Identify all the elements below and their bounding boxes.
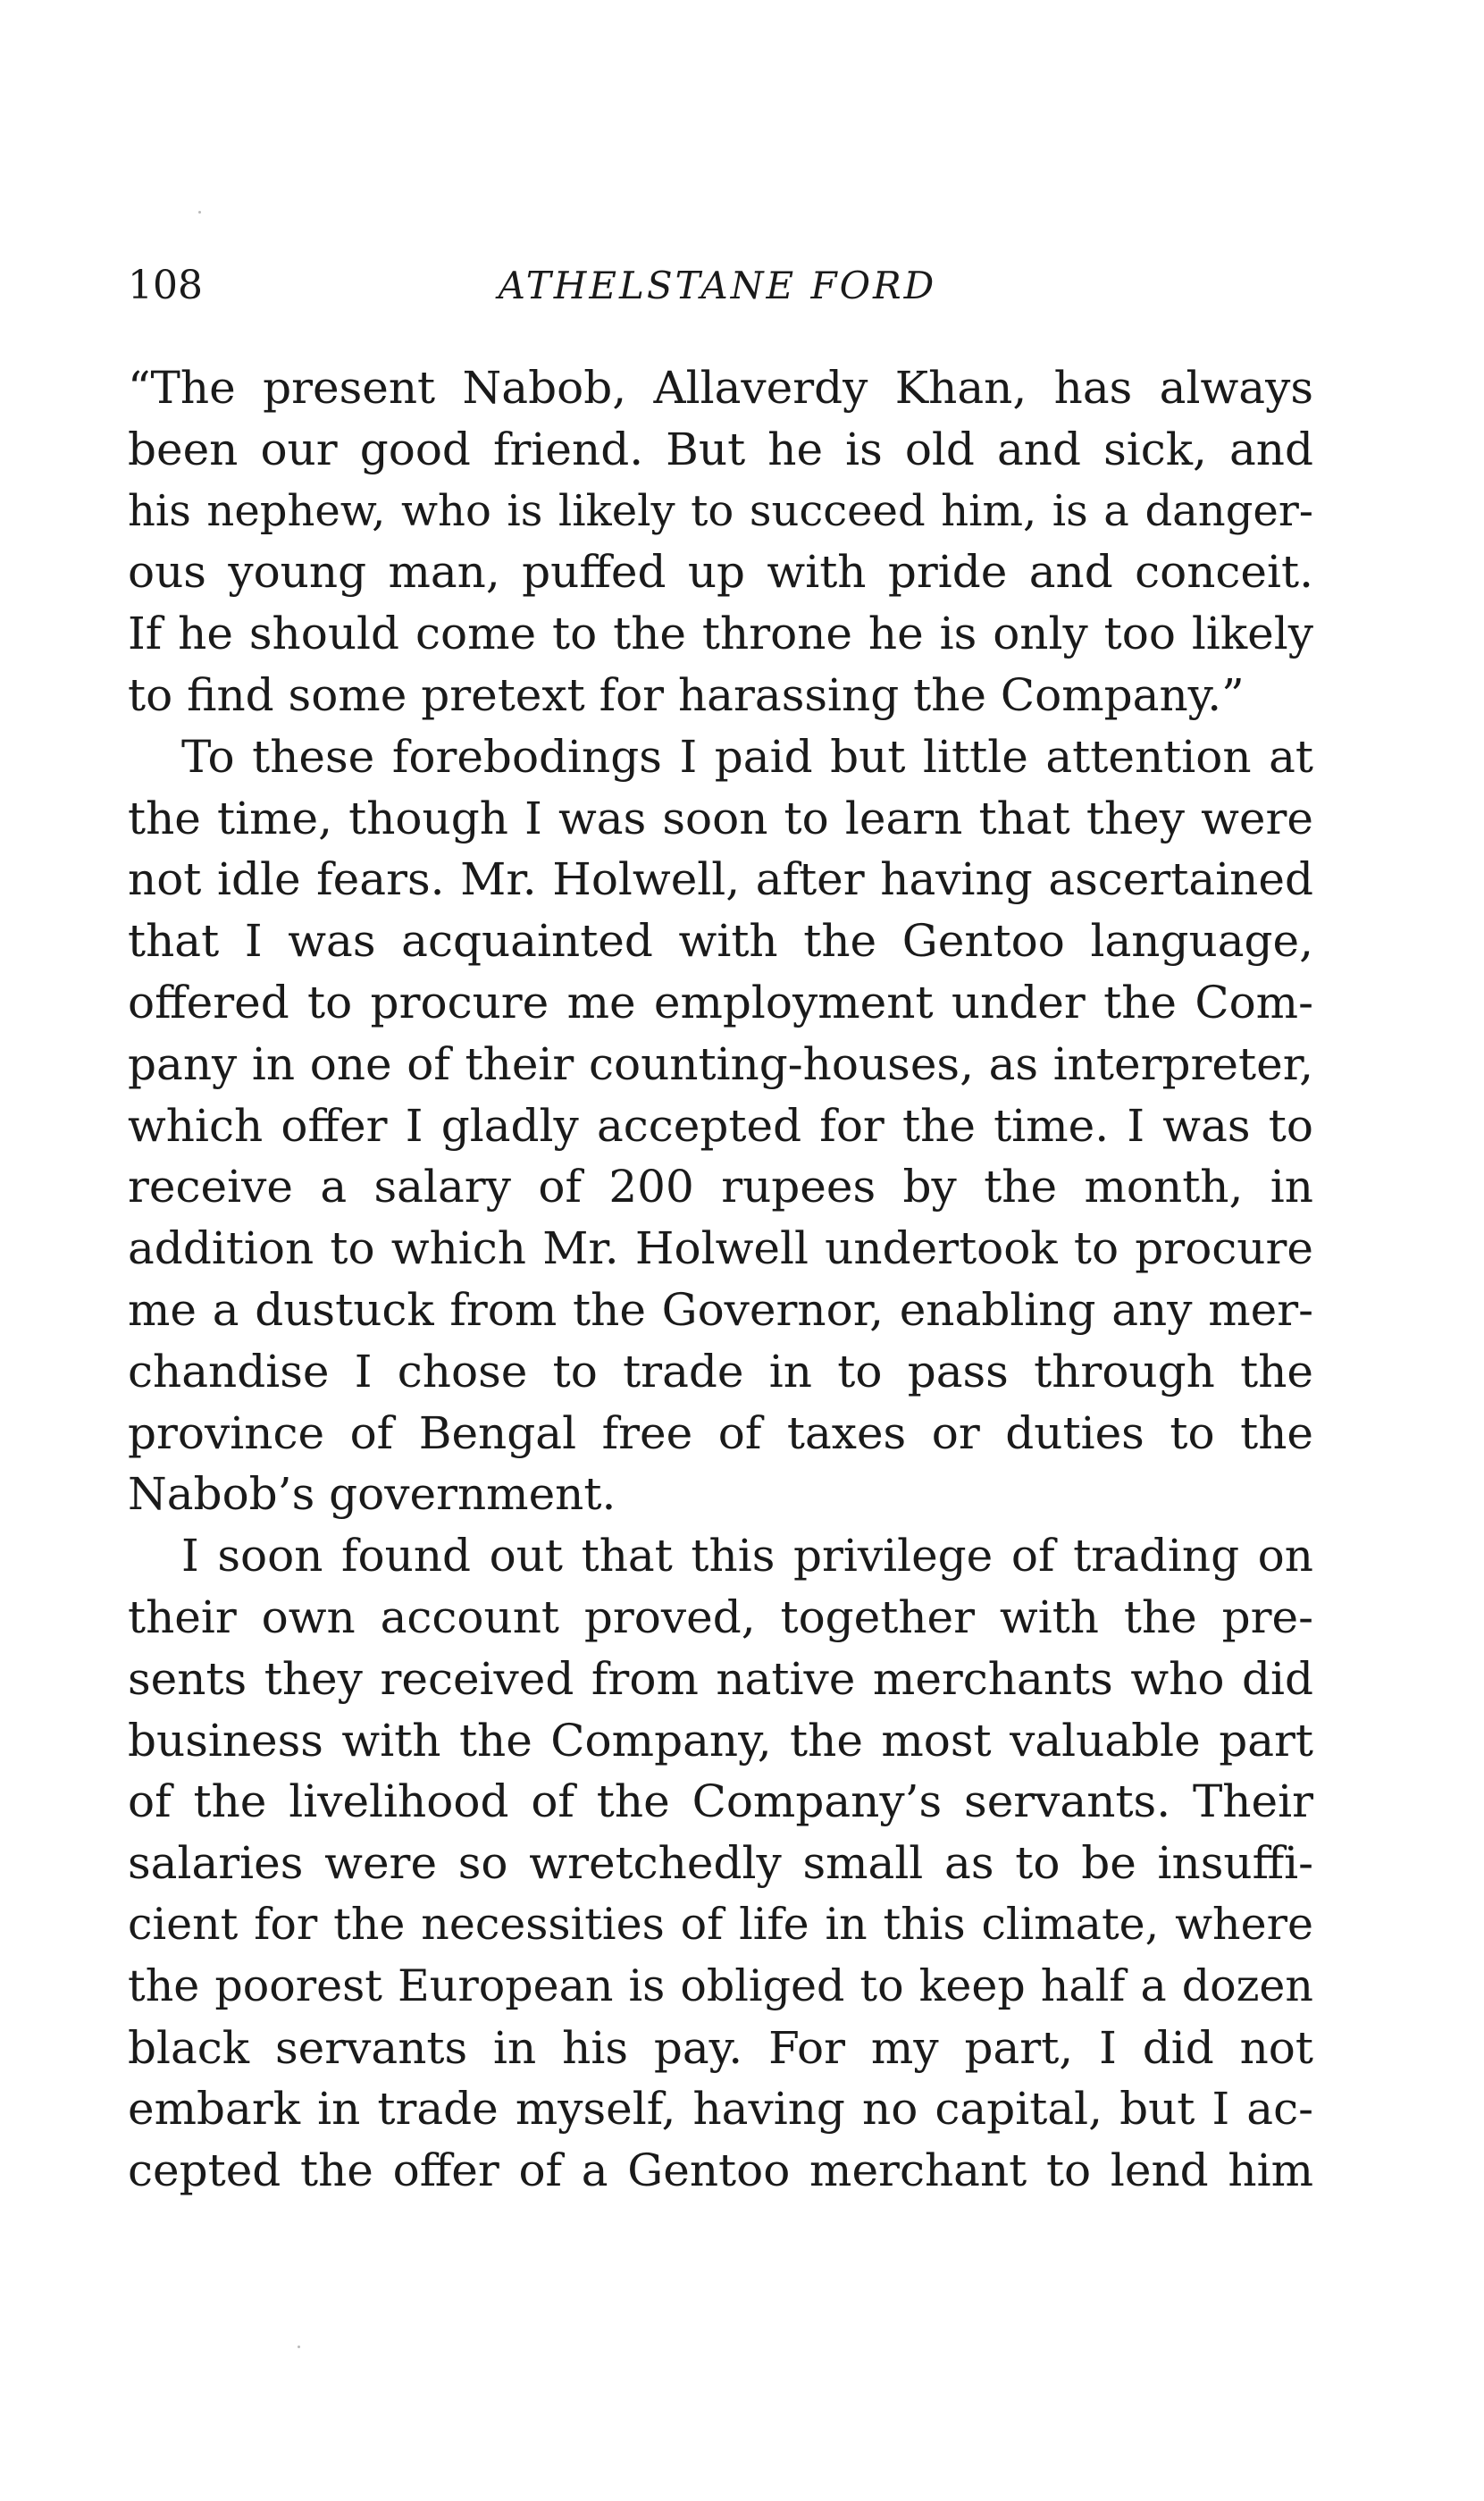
text-line: the time, though I was soon to learn that they were (128, 792, 1313, 844)
text-line: his nephew, who is likely to succeed him, is a danger- (128, 485, 1313, 536)
text-line: of the livelihood of the Company’s servants. Their (128, 1775, 1313, 1828)
scan-speck (198, 211, 201, 214)
scan-speck (298, 2346, 300, 2348)
text-line: To these forebodings I paid but little attention at (181, 730, 1313, 783)
text-line: pany in one of their counting-houses, as interpreter, (128, 1037, 1313, 1090)
text-line: that I was acquainted with the Gentoo language, (128, 915, 1313, 968)
text-line: province of Bengal free of taxes or duties to the (128, 1406, 1313, 1459)
text-line: been our good friend. But he is old and sick, and (128, 423, 1313, 475)
text-line: salaries were so wretchedly small as to be insuffi- (128, 1837, 1313, 1890)
text-line: which offer I gladly accepted for the time. I was to (128, 1099, 1313, 1152)
text-line: cient for the necessities of life in this climate, where (128, 1898, 1313, 1950)
text-line: ous young man, puffed up with pride and conceit. (128, 546, 1313, 599)
text-line: not idle fears. Mr. Holwell, after having ascertained (128, 853, 1313, 906)
page-number: 108 (128, 263, 203, 308)
text-line: receive a salary of 200 rupees by the month, in (128, 1161, 1313, 1213)
text-line: addition to which Mr. Holwell undertook to procure (128, 1222, 1313, 1275)
text-line: Nabob’s government. (128, 1468, 616, 1521)
running-head (128, 255, 1307, 317)
text-line: their own account proved, together with the pre- (128, 1590, 1313, 1643)
text-line: me a dustuck from the Governor, enabling any mer- (128, 1283, 1313, 1336)
text-line: offered to procure me employment under the Com- (128, 976, 1313, 1028)
text-line: the poorest European is obliged to keep half a dozen (128, 1960, 1313, 2011)
book-title: ATHELSTANE FORD (498, 264, 937, 307)
text-line: sents they received from native merchants who did (128, 1652, 1313, 1705)
text-line: business with the Company, the most valuable part (128, 1714, 1313, 1767)
text-line: black servants in his pay. For my part, I did not (128, 2021, 1313, 2074)
text-line: I soon found out that this privilege of trading on (181, 1530, 1313, 1582)
text-line: If he should come to the throne he is only too likely (128, 608, 1313, 660)
text-line: embark in trade myself, having no capital, but I ac- (128, 2083, 1313, 2136)
text-line: cepted the offer of a Gentoo merchant to lend him (128, 2144, 1313, 2197)
body-text (128, 357, 1313, 2202)
text-line: chandise I chose to trade in to pass through the (128, 1345, 1313, 1397)
text-line: “The present Nabob, Allaverdy Khan, has always (128, 362, 1313, 414)
text-line: to find some pretext for harassing the Company.” (128, 668, 1245, 721)
